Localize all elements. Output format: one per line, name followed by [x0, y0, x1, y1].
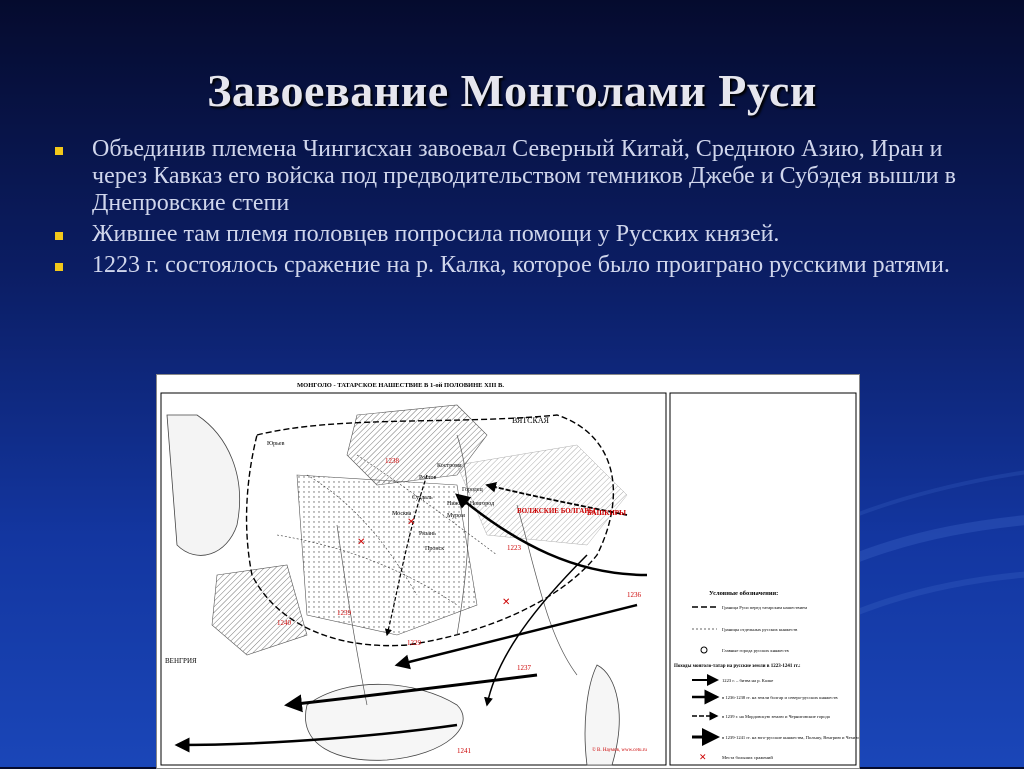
battle-cross-icon: ✕ — [407, 517, 416, 528]
map-credit: © В. Наумов, www.cetu.ru — [592, 748, 647, 753]
year-label: 1237 — [517, 664, 531, 672]
place-label: Пронск — [425, 546, 445, 552]
battle-cross-icon: ✕ — [699, 752, 707, 762]
place-label: Ростов — [419, 475, 437, 481]
bullet-text: Объединив племена Чингисхан завоевал Северный Китай, Среднюю Азию, Иран и через Кавказ его войска под предводительством темников Джебе и Субэдея вышли в Днепровские степи — [92, 136, 956, 216]
bullet-item — [52, 252, 962, 279]
year-label: 1238 — [385, 457, 399, 465]
year-label: 1240 — [277, 619, 291, 627]
bullet-square-icon — [55, 232, 63, 240]
bullet-square-icon — [55, 147, 63, 155]
black-sea — [305, 684, 463, 760]
place-label: Кострома — [437, 463, 462, 469]
place-label: ВЯТСКАЯ — [512, 416, 549, 425]
legend-item: в 1239-1241 гг. на юго-русские княжества, Польшу, Венгрию и Чехию — [722, 735, 859, 740]
hatched-west-region — [212, 565, 307, 655]
bullet-text: 1223 г. состоялось сражение на р. Калка, которое было проиграно русскими ратями. — [92, 252, 950, 278]
legend-item: Границы отдельных русских княжеств — [722, 627, 798, 632]
legend-title: Условные обозначения: — [709, 590, 779, 597]
legend-campaigns-title: Походы монголо-татар на русские земли в 1223-1241 гг.: — [674, 664, 801, 669]
hatched-east-region — [457, 445, 627, 545]
slide-title: Завоевание Монголами Руси — [207, 65, 817, 116]
year-label: 1236 — [627, 591, 641, 599]
place-label: Нижний Новгород — [447, 501, 495, 507]
bullet-square-icon — [55, 263, 63, 271]
legend-item: в 1239 г. на Мордовскую землю и Черниговские города — [722, 714, 830, 719]
place-label: Москва — [392, 511, 412, 517]
year-label: 1241 — [457, 747, 471, 755]
bullet-item — [52, 136, 962, 217]
baltic-sea — [167, 415, 240, 555]
legend-item: Места больших сражений — [722, 755, 773, 760]
map-drawing — [157, 375, 859, 768]
place-label: ВЕНГРИЯ — [165, 657, 197, 665]
year-label: 1239 — [337, 609, 351, 617]
bullet-text: Жившее там племя половцев попросила помощи у Русских князей. — [92, 221, 780, 247]
historical-map — [156, 374, 860, 769]
place-label: Рязань — [419, 531, 436, 537]
place-label: БАШКИРЫ — [587, 509, 626, 517]
year-label: 1223 — [507, 544, 521, 552]
bullet-list — [52, 136, 962, 283]
dotted-central-region — [297, 475, 477, 635]
year-label: 1229 — [407, 639, 421, 647]
legend-item: 1223 г. – битва на р. Калке — [722, 678, 774, 683]
legend-item: Граница Руси перед татарским нашествием — [722, 605, 807, 610]
place-label: Суздаль — [412, 495, 433, 501]
place-label: Городец — [462, 487, 483, 493]
place-label: Юрьев — [267, 441, 285, 447]
place-label: Муром — [447, 513, 465, 519]
place-label: ВОЛЖСКИЕ БОЛГАРЫ — [517, 507, 596, 515]
legend-swatch — [701, 647, 707, 653]
battle-cross-icon: ✕ — [357, 537, 366, 548]
map-title: МОНГОЛО - ТАТАРСКОЕ НАШЕСТВИЕ В 1-ой ПОЛОВИНЕ XIII В. — [297, 382, 504, 389]
bullet-item — [52, 221, 962, 248]
legend-item: в 1236-1238 гг. на земли болгар и северо-русских княжеств — [722, 695, 838, 700]
legend-frame — [670, 393, 856, 765]
battle-cross-icon: ✕ — [502, 597, 511, 608]
legend-item: Главные города русских княжеств — [722, 648, 789, 653]
